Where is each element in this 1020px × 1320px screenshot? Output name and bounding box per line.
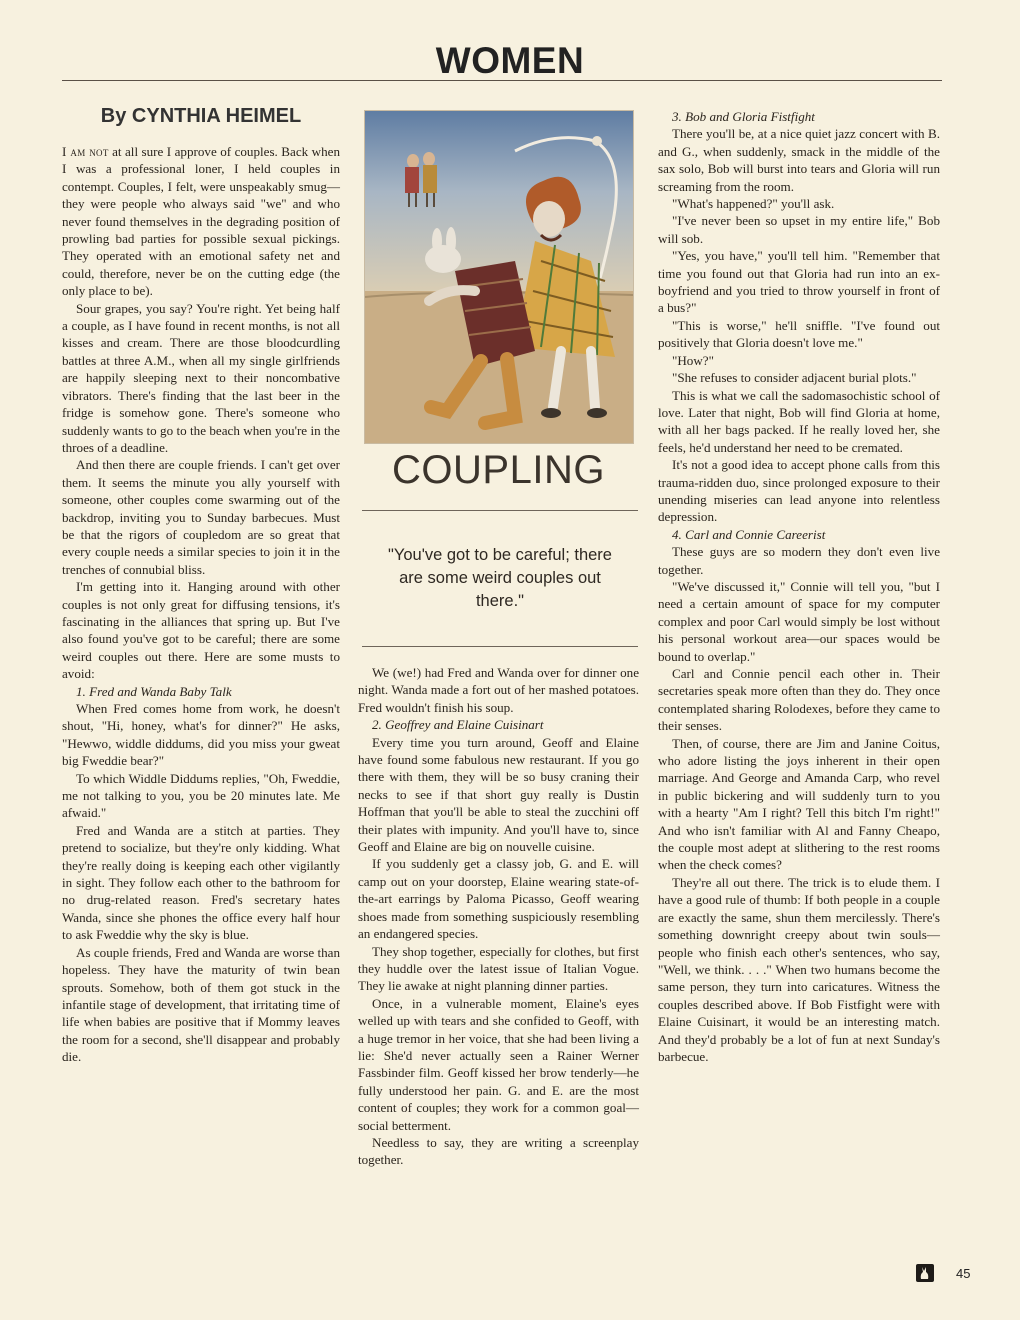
paragraph: They shop together, especially for clothes, but first they huddle over the latest issue of Italian Vogue. They lie awake at night planning dinner parties. — [358, 943, 639, 994]
couple-illustration — [365, 111, 633, 443]
paragraph: "How?" — [672, 352, 714, 368]
paragraph: "She refuses to consider adjacent burial plots." — [672, 370, 917, 386]
paragraph: They're all out there. The trick is to elude them. I have a good rule of thumb: If both people in a couple are exactly the same, shun them mercilessly. There's something downright creepy about twin souls—people who finish each other's sentences, who say, "Well, we think. . . ." When two humans become the same person, they turn into caricatures. Witness the couples described above. If Bob Fistfight were with Elaine Cuisinart, it would be an interesting match. And they'd probably be a lot of fun at next Sunday's barbecue. — [658, 874, 940, 1064]
paragraph: "What's happened?" you'll ask. — [672, 196, 835, 212]
column-1 — [62, 143, 340, 1066]
subheading: 4. Carl and Connie Careerist — [672, 526, 826, 542]
paragraph: There you'll be, at a nice quiet jazz concert with B. and G., when suddenly, smack in the middle of the sax solo, Bob will burst into tears and Gloria will run screaming from the room. — [658, 126, 940, 194]
paragraph: This is what we call the sadomasochistic school of love. Later that night, Bob will find Gloria at home, with all her bags packed. If he really loved her, she feels, he'd understand her need to be cremated. — [658, 387, 940, 455]
paragraph: Every time you turn around, Geoff and Elaine have found some fabulous new restaurant. If you go there with them, they will be so busy craning their necks to see if that short guy really is Dustin Hoffman that you'll be able to steal the zucchini off their plates with impunity. And you'll have to, since Geoff and Elaine are big on nouvelle cuisine. — [358, 734, 639, 855]
paragraph: "Yes, you have," you'll tell him. "Remember that time you found out that Gloria had run into an ex-boyfriend and you tried to throw yourself in front of a bus?" — [658, 248, 940, 316]
paragraph: When Fred comes home from work, he doesn't shout, "Hi, honey, what's for dinner?" He asks, "Hewwo, widdle diddums, did you miss your gweat big Fweddie bear?" — [62, 701, 340, 769]
paragraph: If you suddenly get a classy job, G. and E. will camp out on your doorstep, Elaine wearing state-of-the-art earrings by Paloma Picasso, Geoff wearing shoes made from something suspiciously resembling an endangered species. — [358, 856, 639, 942]
subheading: 3. Bob and Gloria Fistfight — [672, 109, 815, 124]
paragraph: I am not at all sure I approve of couples. Back when I was a professional loner, I held couples in contempt. Couples, I felt, were unspeakably smug—they were people who always said "we" and who never found themselves in the degrading position of prowling bad parties for possible sexual pickings. They operated with an emotional safety net and could, therefore, never be on the cutting edge (the only place to be). — [62, 144, 340, 299]
illustration — [364, 110, 634, 444]
pull-quote: "You've got to be careful; there are some weird couples out there." — [388, 546, 612, 610]
paragraph: We (we!) had Fred and Wanda over for dinner one night. Wanda made a fort out of her mashed potatoes. Fred wouldn't finish his soup. — [358, 665, 639, 715]
column-3 — [658, 108, 940, 1065]
paragraph: And then there are couple friends. I can't get over them. It seems the minute you ally yourself with someone, other couples come swarming out of the backdrop, inviting you to Sunday barbecues. Must be that the rigors of coupledom are so great that every couple needs a similar species to join it in the trenches of connubial bliss. — [62, 457, 340, 577]
paragraph: Needless to say, they are writing a screenplay together. — [358, 1134, 639, 1168]
paragraph: These guys are so modern they don't even live together. — [658, 544, 940, 577]
paragraph: Once, in a vulnerable moment, Elaine's eyes welled up with tears and she confided to Geoff, with a huge tremor in her voice, that she had been living a lie: She'd never actually seen a Rainer Werner Fassbinder film. Geoff kissed her brow tenderly—he fully understood her pain. G. and E. are the most content of couples; they work for a common goal—social betterment. — [358, 995, 639, 1133]
paragraph: "This is worse," he'll sniffle. "I've found out positively that Gloria doesn't love me." — [658, 317, 940, 351]
paragraph: Carl and Connie pencil each other in. Their secretaries speak more often than they do. They once contemplated sharing Rolodexes, before they came to their senses. — [658, 666, 940, 734]
page-number: 45 — [956, 1266, 971, 1281]
header-rule — [62, 80, 942, 81]
byline: By CYNTHIA HEIMEL — [100, 105, 302, 127]
section-header: WOMEN — [435, 40, 585, 81]
rabbit-logo-icon — [916, 1264, 934, 1282]
subheading: 2. Geoffrey and Elaine Cuisinart — [372, 717, 544, 733]
lead-in: I am not — [62, 144, 109, 159]
subheading: 1. Fred and Wanda Baby Talk — [76, 683, 232, 699]
column-2 — [358, 664, 639, 1169]
paragraph: Then, of course, there are Jim and Janine Coitus, who adore listing the joys inherent in their open marriage. And George and Amanda Carp, who revel in public bickering and will suddenly turn to you with a hearty "Am I right? Tell this bitch I'm right!" And who isn't familiar with Al and Fanny Cheapo, the couple most adept at slithering to the rest rooms when the check comes? — [658, 735, 940, 873]
paragraph: Fred and Wanda are a stitch at parties. They pretend to socialize, but they're only kidding. What they're really doing is keeping each other vigilantly in sight. They follow each other to the bathroom for no drug-related reason. Fred's secretary hates Wanda, since she phones the office every half hour to ask Fweddie why the sky is blue. — [62, 822, 340, 943]
paragraph: As couple friends, Fred and Wanda are worse than hopeless. They have the maturity of twin bean sprouts. Somehow, both of them got stuck in the infantile stage of development, that irritating time of life when babies are positive that if Mommy leaves the room for a second, she'll disappear and probably die. — [62, 944, 340, 1065]
paragraph: "I've never been so upset in my entire life," Bob will sob. — [658, 213, 940, 246]
paragraph: To which Widdle Diddums replies, "Oh, Fweddie, me not talking to you, you be 20 minutes late. Me afwaid." — [62, 770, 340, 821]
paragraph: "We've discussed it," Connie will tell you, "but I need a certain amount of space for my computer complex and poor Carl would simply be lost without his personal workout area—our spaces would be bound to overlap." — [658, 578, 940, 664]
pull-quote-rule-top — [362, 510, 638, 511]
article-title: COUPLING — [392, 448, 605, 492]
pull-quote-rule-bottom — [362, 646, 638, 647]
paragraph: I'm getting into it. Hanging around with other couples is not only great for diffusing tensions, it's fascinating in the alliances that spring up. But I've also found you've got to be careful; there are some weird couples out there. Here are some musts to avoid: — [62, 579, 340, 682]
paragraph: It's not a good idea to accept phone calls from this trauma-ridden duo, since prolonged exposure to their unending miseries can lead anyone into relentless depression. — [658, 457, 940, 525]
paragraph: Sour grapes, you say? You're right. Yet being half a couple, as I have found in recent months, is not all kisses and cream. There are those bloodcurdling battles at three A.M., when all my single girlfriends are happily sleeping next to their noncombative vibrators. There's finding that the last beer in the fridge is somehow gone. There's someone who suddenly wants to go to the beach when you're in the throes of a deadline. — [62, 300, 340, 455]
